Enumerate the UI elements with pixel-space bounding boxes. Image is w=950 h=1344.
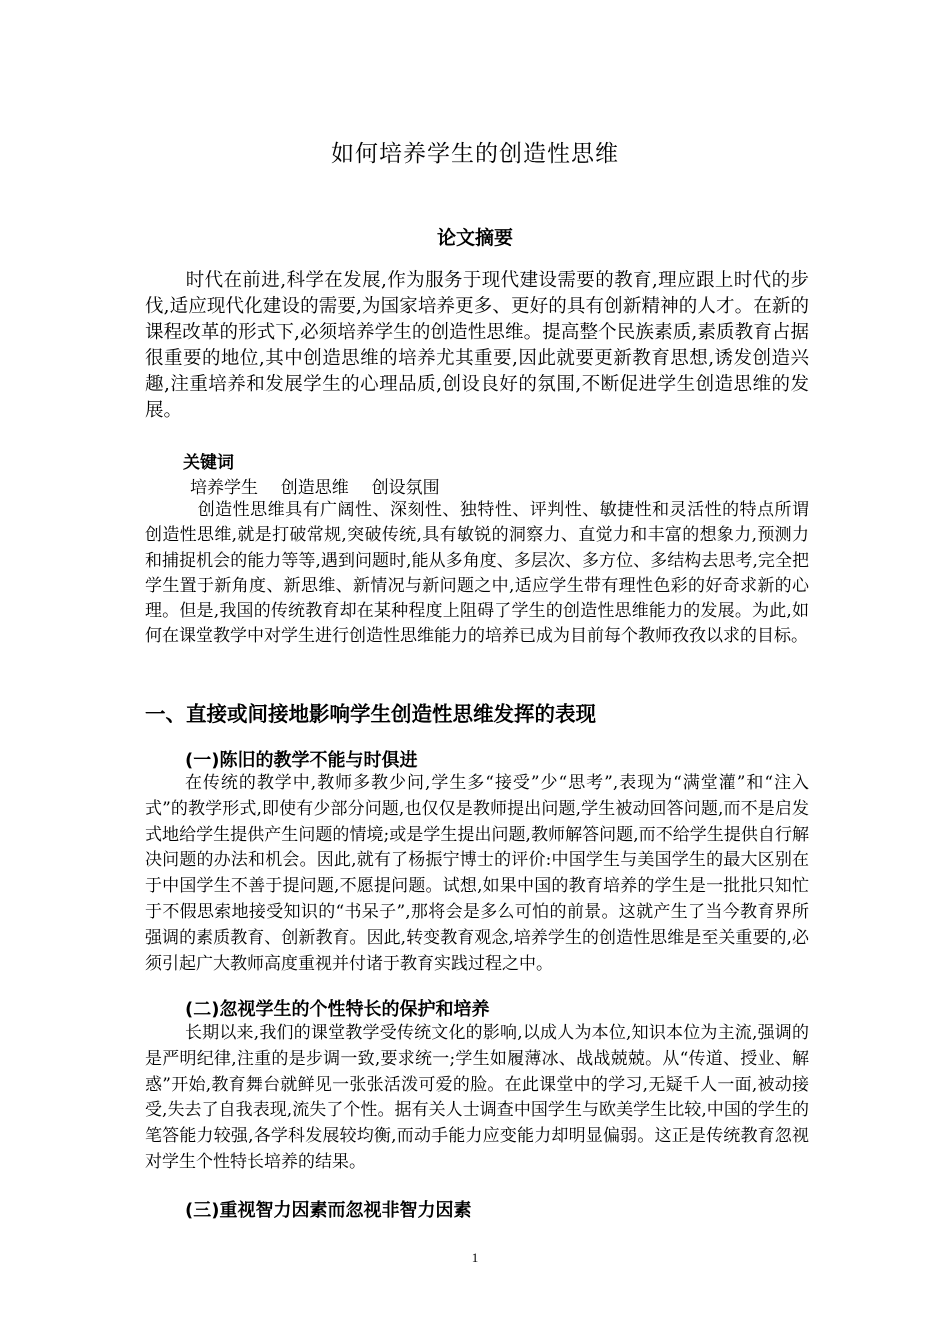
document-title: 如何培养学生的创造性思维 (331, 141, 619, 167)
abstract-paragraph: 时代在前进,科学在发展,作为服务于现代建设需要的教育,理应跟上时代的步伐,适应现代化建设的需要,为国家培养更多、更好的具有创新精神的人才。在新的课程改革的形式下,必须培养学生的创造性思维。提高整个民族素质,素质教育占据很重要的地位,其中创造思维的培养尤其重要,因此就要更新教育思想,诱发创造兴趣,注重培养和发展学生的心理品质,创设良好的氛围,不断促进学生创造思维的发展。 (145, 270, 809, 421)
page-number: 1 (471, 1250, 479, 1265)
subsection-2-paragraph: 长期以来,我们的课堂教学受传统文化的影响,以成人为本位,知识本位为主流,强调的是严明纪律,注重的是步调一致,要求统一;学生如履薄冰、战战兢兢。从“传道、授业、解惑”开始,教育舞台就鲜见一张张活泼可爱的脸。在此课堂中的学习,无疑千人一面,被动接受,失去了自我表现,流失了个性。据有关人士调查中国学生与欧美学生比较,中国的学生的笔答能力较强,各学科发展较均衡,而动手能力应变能力却明显偏弱。这正是传统教育忽视对学生个性特长培养的结果。 (145, 1023, 809, 1172)
subsection-1-paragraph: 在传统的教学中,教师多教少问,学生多“接受”少“思考”,表现为“满堂灌”和“注入式”的教学形式,即使有少部分问题,也仅仅是教师提出问题,学生被动回答问题,而不是启发式地给学生提供产生问题的情境;或是学生提出问题,教师解答问题,而不给学生提供自行解决问题的办法和机会。因此,就有了杨振宁博士的评价:中国学生与美国学生的最大区别在于中国学生不善于提问题,不愿提问题。试想,如果中国的教育培养的学生是一批批只知忙于不假思索地接受知识的“书呆子”,那将会是多么可怕的前景。这就产生了当今教育界所强调的素质教育、创新教育。因此,转变教育观念,培养学生的创造性思维是至关重要的,必须引起广大教师高度重视并付诸于教育实践过程之中。 (145, 773, 809, 974)
subsection-1-heading: (一)陈旧的教学不能与时俱进 (185, 750, 418, 771)
section-1-heading: 一、直接或间接地影响学生创造性思维发挥的表现 (145, 702, 596, 726)
subsection-2-heading: (二)忽视学生的个性特长的保护和培养 (185, 999, 490, 1020)
keywords-heading: 关键词 (183, 453, 234, 473)
abstract-heading: 论文摘要 (436, 227, 513, 249)
subsection-3-heading: (三)重视智力因素而忽视非智力因素 (185, 1200, 472, 1221)
intro-paragraph: 创造性思维具有广阔性、深刻性、独特性、评判性、敏捷性和灵活性的特点所谓创造性思维,就是打破常规,突破传统,具有敏锐的洞察力、直觉力和丰富的想象力,预测力和捕捉机会的能力等等,遇到问题时,能从多角度、多层次、多方位、多结构去思考,完全把学生置于新角度、新思维、新情况与新问题之中,适应学生带有理性色彩的好奇求新的心理。但是,我国的传统教育却在某种程度上阻碍了学生的创造性思维能力的发展。为此,如何在课堂教学中对学生进行创造性思维能力的培养已成为目前每个教师孜孜以求的目标。 (145, 500, 809, 647)
keywords-list: 培养学生 创造思维 创设氛围 (190, 478, 440, 498)
